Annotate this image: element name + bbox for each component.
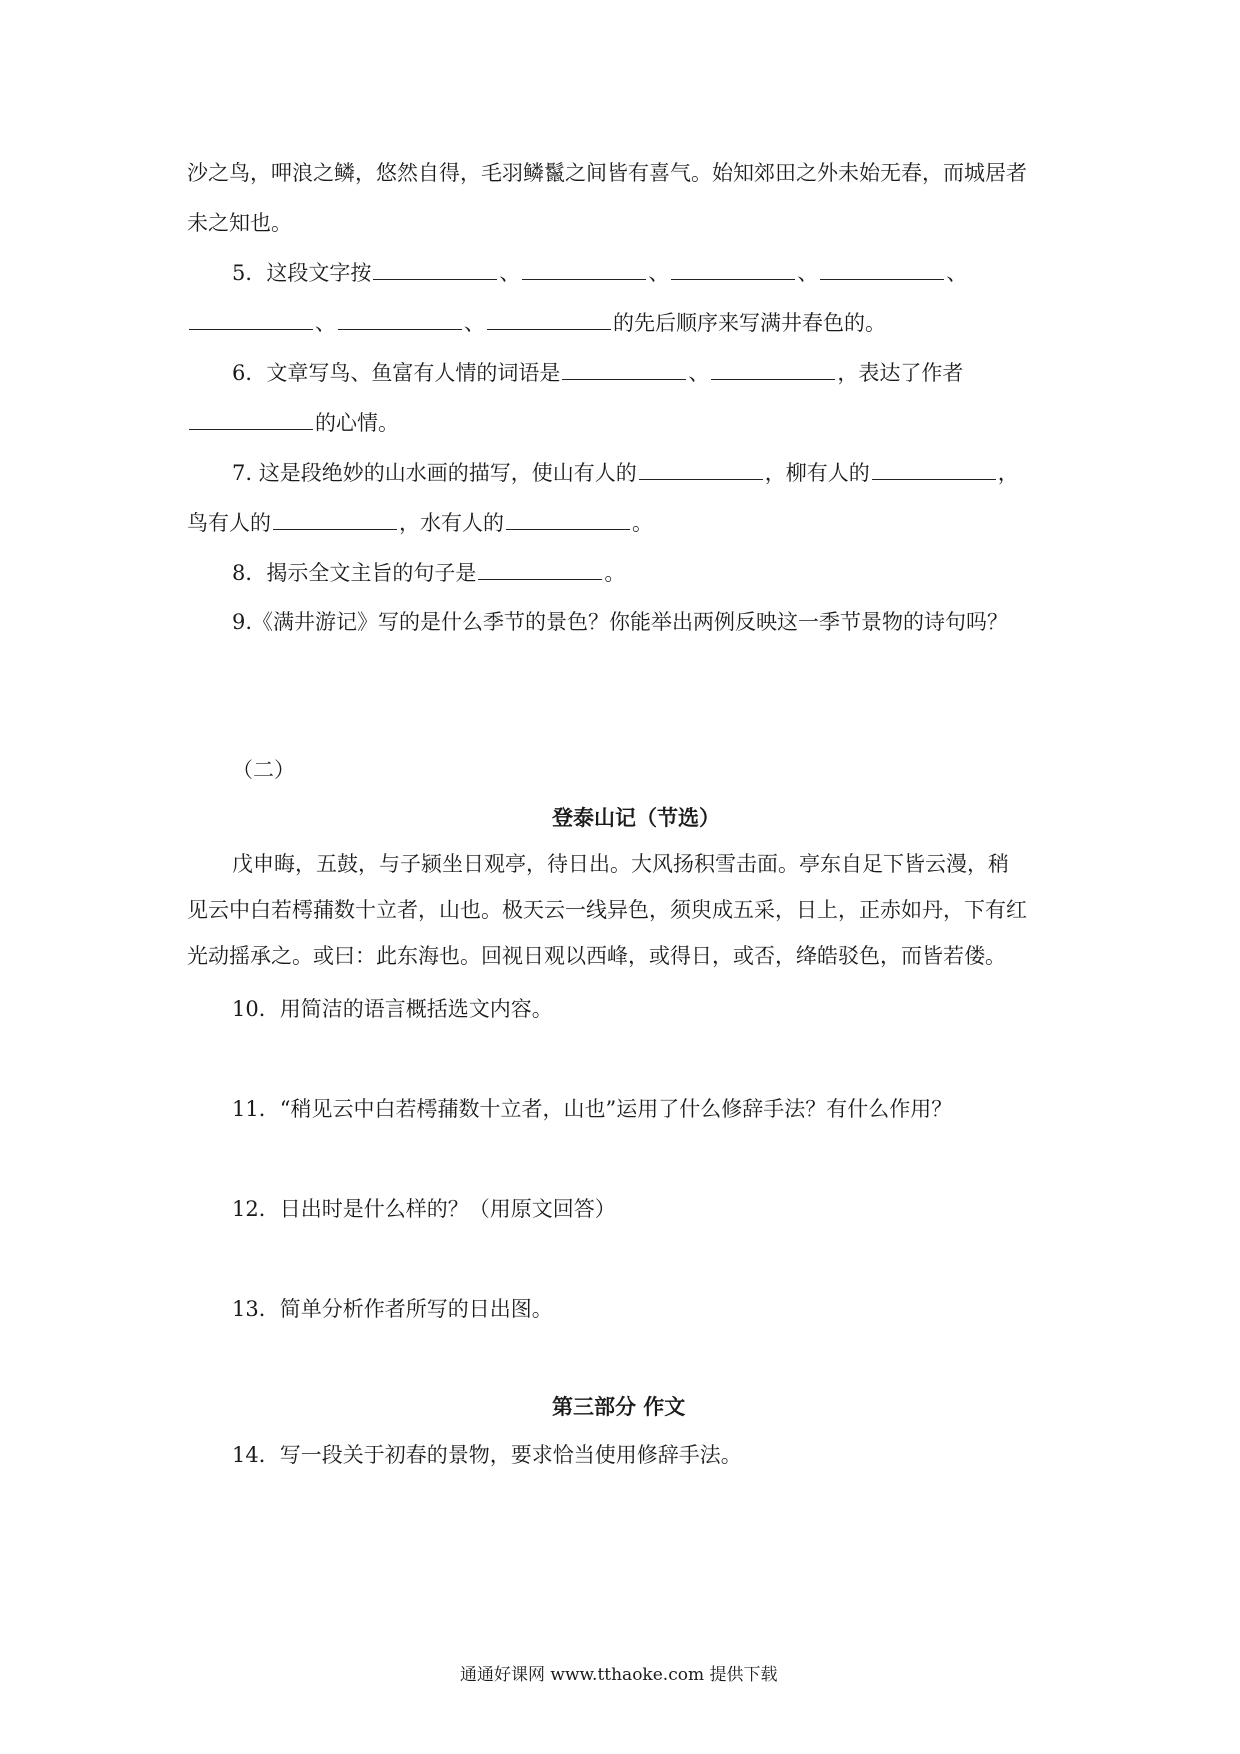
answer-blank[interactable] xyxy=(522,257,646,280)
separator: 、 xyxy=(499,261,521,285)
passage-line: 见云中白若樗蒱数十立者，山也。极天云一线异色，须臾成五采，日上，正赤如丹，下有红 xyxy=(187,898,1027,922)
separator: ， xyxy=(997,461,1019,485)
question-9: 9.《满井游记》写的是什么季节的景色？你能举出两例反映这一季节景物的诗句吗？ xyxy=(232,610,1009,634)
question-6-tail: 的心情。 xyxy=(315,411,399,435)
section-label: （二） xyxy=(232,758,295,782)
answer-blank[interactable] xyxy=(373,257,497,280)
question-6-line1 xyxy=(232,357,963,388)
question-5-line1 xyxy=(232,257,967,288)
question-7-stem: 7. 这是段绝妙的山水画的描写，使山有人的 xyxy=(232,461,637,485)
question-7-line1 xyxy=(232,457,1019,488)
question-6-line2 xyxy=(187,407,399,438)
question-12: 12．日出时是什么样的？（用原文回答） xyxy=(232,1197,616,1221)
question-7-text: ，水有人的 xyxy=(399,511,504,535)
question-8 xyxy=(232,557,625,588)
question-11: 11．“稍见云中白若樗蒱数十立者，山也”运用了什么修辞手法？有什么作用？ xyxy=(232,1097,953,1121)
question-14: 14．写一段关于初春的景物，要求恰当使用修辞手法。 xyxy=(232,1443,742,1467)
question-8-stem: 8．揭示全文主旨的句子是 xyxy=(232,561,477,585)
answer-blank[interactable] xyxy=(487,307,611,330)
answer-blank[interactable] xyxy=(273,507,397,530)
answer-blank[interactable] xyxy=(506,507,630,530)
separator: 、 xyxy=(688,361,710,385)
question-5-stem: 5．这段文字按 xyxy=(232,261,372,285)
answer-blank[interactable] xyxy=(872,457,996,480)
answer-blank[interactable] xyxy=(711,357,835,380)
passage-line: 光动摇承之。或曰：此东海也。回视日观以西峰，或得日，或否，绛皓驳色，而皆若偻。 xyxy=(187,944,1006,968)
question-7-text: 鸟有人的 xyxy=(187,511,271,535)
answer-blank[interactable] xyxy=(671,257,795,280)
separator: 、 xyxy=(648,261,670,285)
answer-blank[interactable] xyxy=(189,407,313,430)
answer-blank[interactable] xyxy=(189,307,313,330)
answer-blank[interactable] xyxy=(820,257,944,280)
passage-title: 登泰山记（节选） xyxy=(552,805,720,830)
separator: 、 xyxy=(946,261,968,285)
answer-blank[interactable] xyxy=(639,457,763,480)
answer-blank[interactable] xyxy=(478,557,602,580)
separator: 。 xyxy=(604,561,626,585)
separator: 、 xyxy=(464,311,485,335)
separator: 、 xyxy=(315,311,336,335)
passage-line: 戊申晦，五鼓，与子颍坐日观亭，待日出。大风扬积雪击面。亭东自足下皆云漫，稍 xyxy=(232,852,1009,876)
question-10: 10．用简洁的语言概括选文内容。 xyxy=(232,997,553,1021)
part-title: 第三部分 作文 xyxy=(552,1394,686,1419)
answer-blank[interactable] xyxy=(562,357,686,380)
passage-line: 未之知也。 xyxy=(187,211,292,235)
separator: 、 xyxy=(797,261,819,285)
question-13: 13．简单分析作者所写的日出图。 xyxy=(232,1297,553,1321)
question-6-mid: ，表达了作者 xyxy=(837,361,964,385)
question-7-line2 xyxy=(187,507,653,538)
question-5-line2 xyxy=(187,307,886,338)
question-5-tail: 的先后顺序来写满井春色的。 xyxy=(613,311,886,335)
separator: 。 xyxy=(632,511,653,535)
question-7-text: ，柳有人的 xyxy=(764,461,870,485)
passage-line: 沙之鸟，呷浪之鳞，悠然自得，毛羽鳞鬣之间皆有喜气。始知郊田之外未始无春，而城居者 xyxy=(187,161,1027,185)
footer-credit: 通通好课网 www.tthaoke.com 提供下载 xyxy=(460,1665,778,1685)
question-6-stem: 6．文章写鸟、鱼富有人情的词语是 xyxy=(232,361,561,385)
answer-blank[interactable] xyxy=(338,307,462,330)
